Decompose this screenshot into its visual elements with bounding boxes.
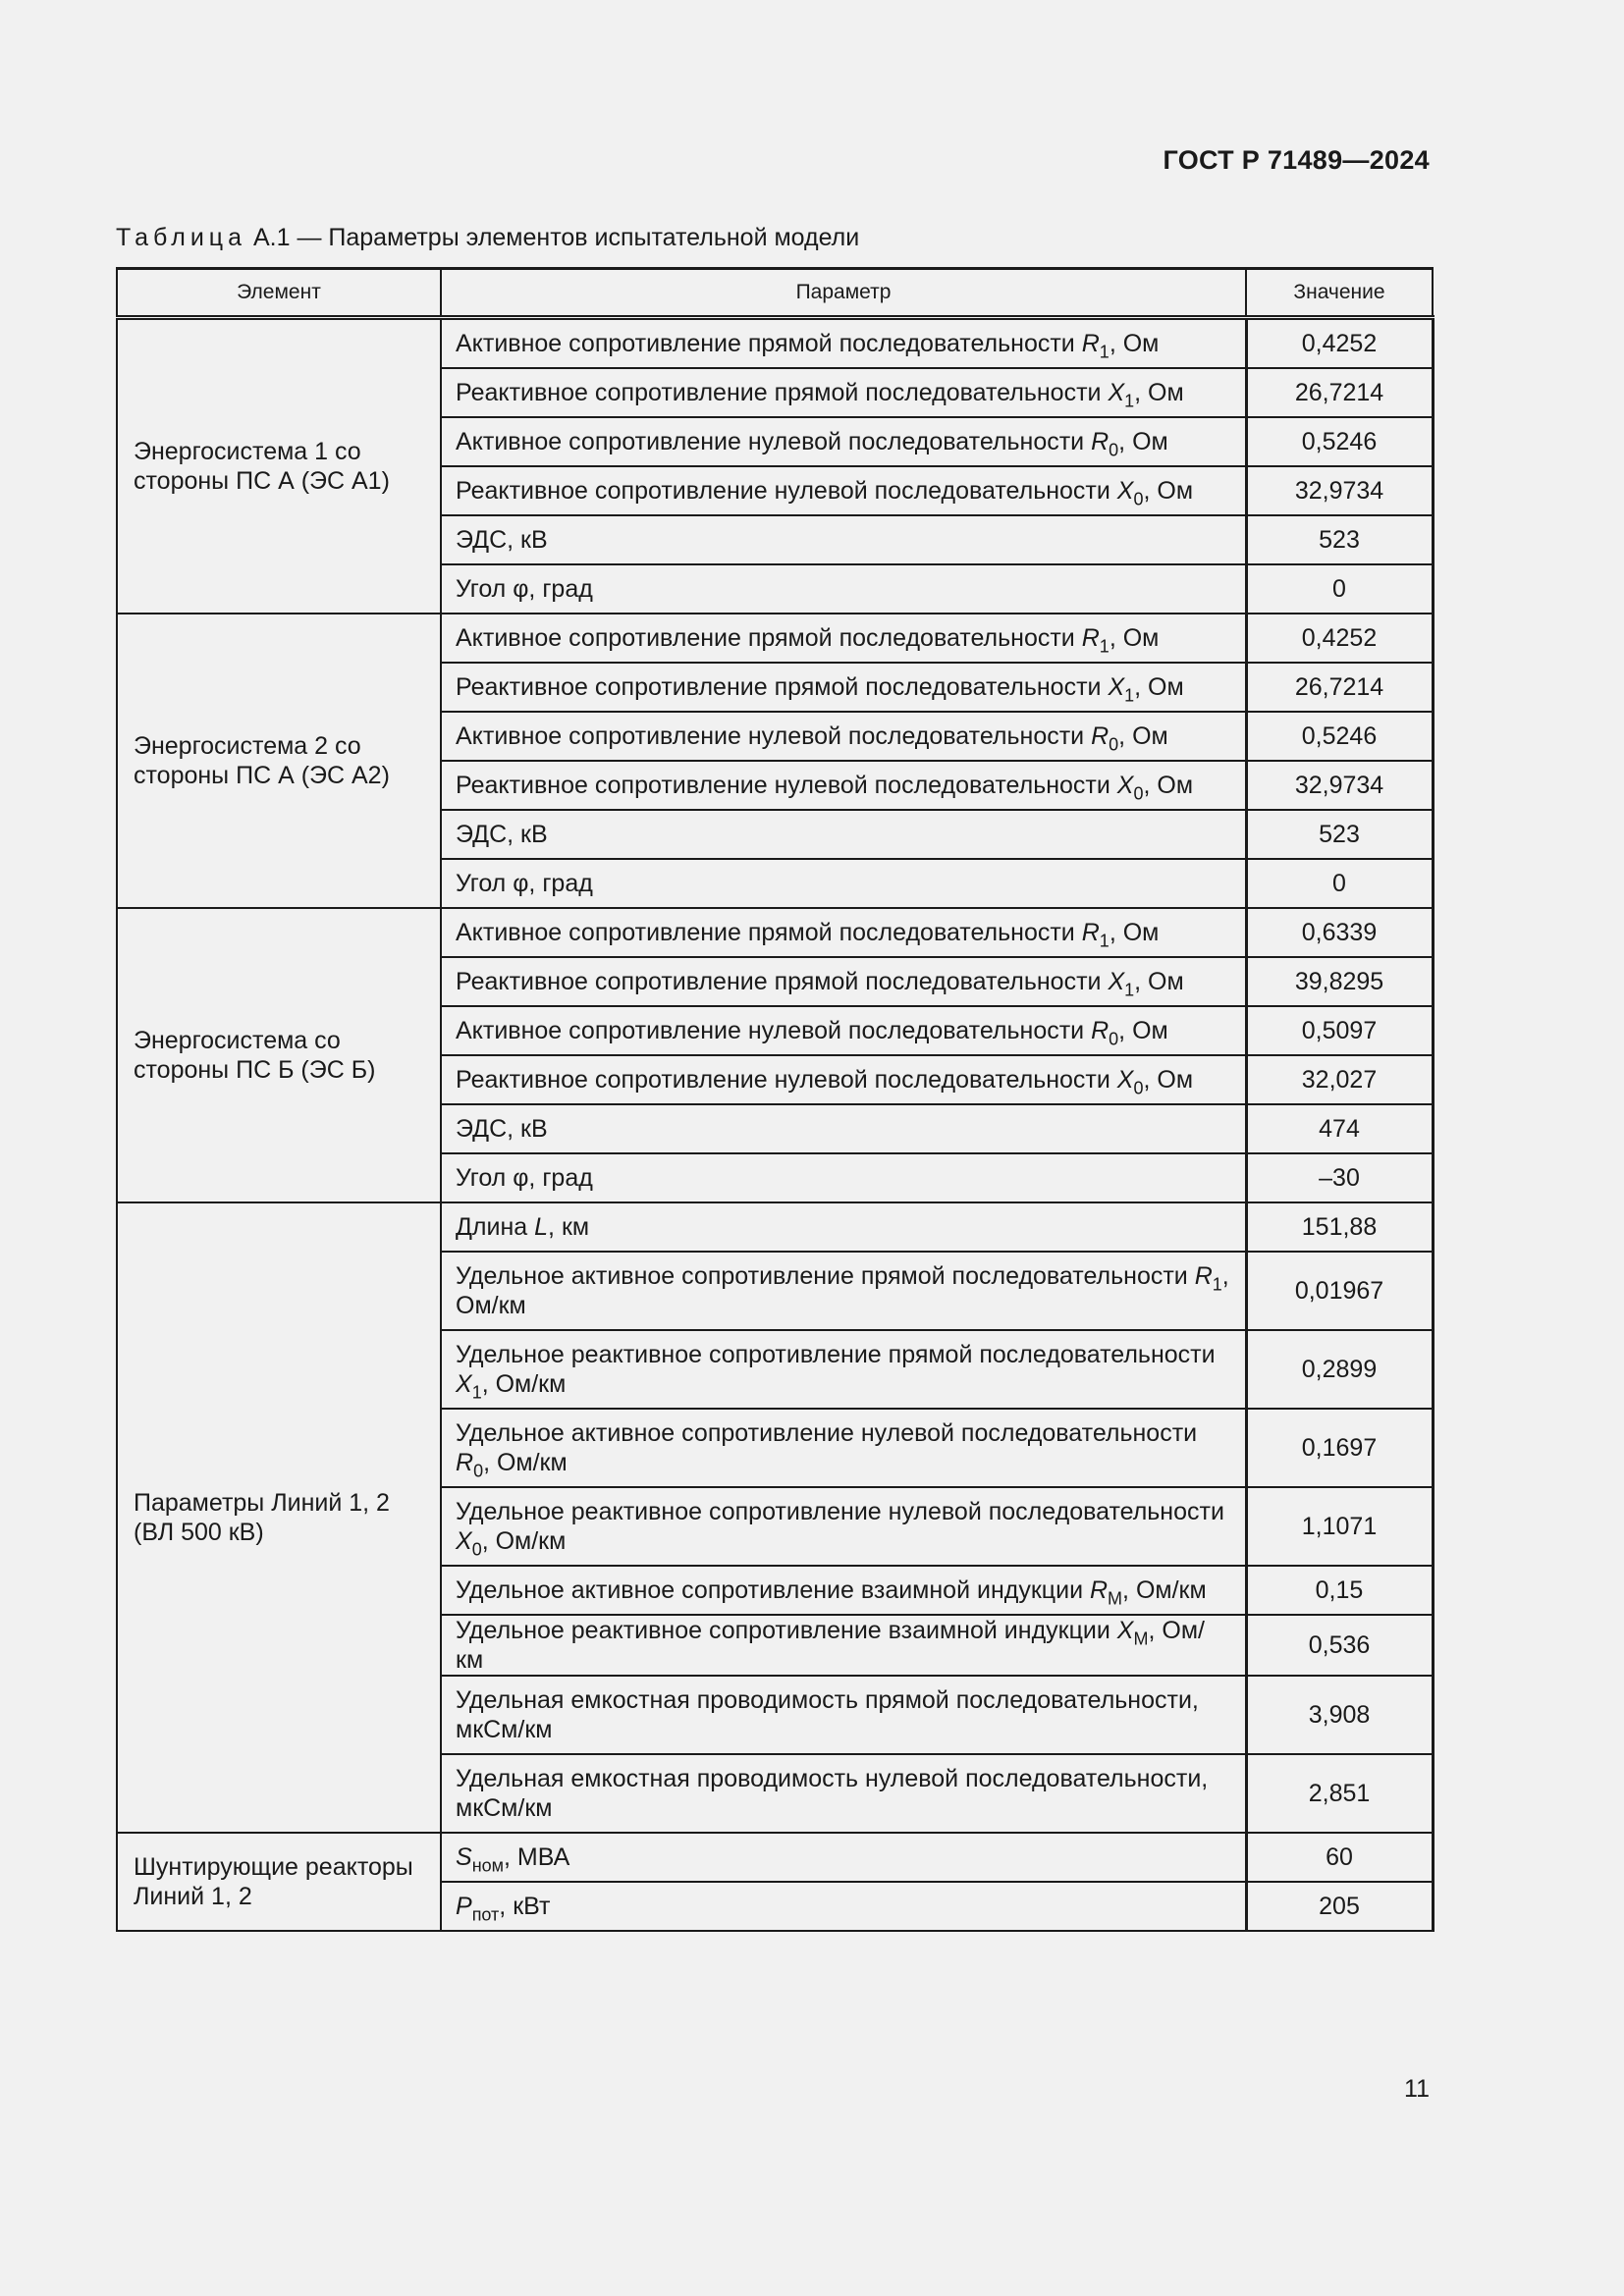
parameter-cell: [441, 1006, 1246, 1055]
value-cell: 0,1697: [1246, 1409, 1433, 1487]
parameter-unit: , Ом: [1109, 330, 1160, 357]
parameter-symbol: R: [1081, 624, 1100, 652]
value-cell: 0,536: [1246, 1615, 1433, 1676]
value-cell: 39,8295: [1246, 957, 1433, 1006]
parameter-text: Реактивное сопротивление прямой последовательности: [456, 379, 1109, 406]
value-cell: 26,7214: [1246, 368, 1433, 417]
parameter-unit: , Ом: [1109, 624, 1160, 652]
element-cell: Энергосистема со стороны ПС Б (ЭС Б): [117, 908, 441, 1202]
parameter-symbol: P: [456, 1893, 472, 1920]
table-row: [117, 1202, 1433, 1252]
element-cell: Шунтирующие реакторы Линий 1, 2: [117, 1833, 441, 1931]
parameter-symbol: L: [534, 1213, 549, 1241]
parameter-text: Активное сопротивление прямой последовательности: [456, 330, 1082, 357]
parameter-subscript: 1: [1124, 980, 1135, 1000]
parameter-subscript: 0: [1133, 489, 1144, 509]
parameter-subscript: пот: [471, 1904, 500, 1925]
parameter-symbol: R: [1091, 1017, 1110, 1044]
parameter-symbol: X: [1108, 968, 1125, 995]
parameter-unit: , Ом: [1134, 379, 1184, 406]
table-header-row: [117, 269, 1433, 318]
parameter-text: Удельное активное сопротивление нулевой последовательности: [456, 1419, 1198, 1447]
value-cell: 0,4252: [1246, 614, 1433, 663]
table-row: [117, 908, 1433, 957]
parameter-text: Длина: [456, 1213, 535, 1241]
parameter-subscript: 1: [1124, 391, 1135, 411]
element-cell: Энергосистема 1 со стороны ПС А (ЭС А1): [117, 318, 441, 614]
parameter-text: Активное сопротивление нулевой последовательности: [456, 722, 1092, 750]
parameter-cell: [441, 1676, 1246, 1754]
value-cell: 0,5246: [1246, 712, 1433, 761]
parameter-cell: [441, 663, 1246, 712]
parameter-symbol: R: [1089, 1576, 1109, 1604]
parameter-cell: [441, 1615, 1246, 1676]
parameter-unit: , Ом/км: [481, 1527, 567, 1555]
parameter-subscript: М: [1108, 1588, 1123, 1609]
parameter-text: Реактивное сопротивление нулевой последовательности: [456, 772, 1117, 799]
parameter-unit: , км: [548, 1213, 590, 1241]
parameter-symbol: R: [1081, 919, 1100, 946]
parameter-symbol: S: [456, 1843, 472, 1871]
value-cell: 205: [1246, 1882, 1433, 1931]
parameter-cell: [441, 1330, 1246, 1409]
parameter-text: Удельное активное сопротивление взаимной индукции: [456, 1576, 1090, 1604]
value-cell: 0,15: [1246, 1566, 1433, 1615]
parameter-subscript: 1: [1099, 636, 1110, 657]
value-cell: 32,9734: [1246, 466, 1433, 515]
element-cell: Энергосистема 2 со стороны ПС А (ЭС А2): [117, 614, 441, 908]
table-row: [117, 614, 1433, 663]
parameter-unit: , Ом: [1143, 477, 1194, 505]
parameter-unit: , Ом/км: [481, 1370, 567, 1398]
parameter-text: Угол φ, град: [456, 1164, 593, 1192]
parameter-text: Удельное активное сопротивление прямой последовательности: [456, 1262, 1195, 1290]
parameter-cell: [441, 368, 1246, 417]
parameter-unit: , Ом: [1118, 1017, 1168, 1044]
parameter-symbol: X: [456, 1527, 472, 1555]
parameter-unit: , кВт: [499, 1893, 551, 1920]
parameter-cell: [441, 1153, 1246, 1202]
value-cell: 0,2899: [1246, 1330, 1433, 1409]
parameter-subscript: 1: [471, 1382, 482, 1403]
value-cell: 0,01967: [1246, 1252, 1433, 1330]
parameter-unit: , Ом: [1143, 772, 1194, 799]
value-cell: 1,1071: [1246, 1487, 1433, 1566]
parameter-subscript: 0: [1109, 440, 1119, 460]
parameter-unit: , Ом/км: [456, 1617, 1205, 1674]
parameter-cell: [441, 318, 1246, 369]
parameter-symbol: X: [1116, 772, 1134, 799]
parameter-symbol: X: [1108, 379, 1125, 406]
parameter-subscript: 0: [471, 1539, 482, 1560]
value-cell: 2,851: [1246, 1754, 1433, 1833]
parameter-cell: [441, 1409, 1246, 1487]
parameter-text: ЭДС, кВ: [456, 1115, 548, 1143]
parameter-cell: [441, 614, 1246, 663]
value-cell: 523: [1246, 515, 1433, 564]
parameters-table: [116, 267, 1435, 1932]
parameter-symbol: R: [1091, 722, 1110, 750]
parameter-unit: , Ом: [1109, 919, 1160, 946]
parameter-text: Удельное реактивное сопротивление прямой последовательности: [456, 1341, 1216, 1368]
value-cell: 0: [1246, 859, 1433, 908]
parameter-cell: [441, 810, 1246, 859]
value-cell: 60: [1246, 1833, 1433, 1882]
value-cell: 0,6339: [1246, 908, 1433, 957]
parameter-symbol: R: [1091, 428, 1110, 455]
table-row: [117, 318, 1433, 369]
parameter-symbol: X: [1116, 1617, 1134, 1644]
parameter-text: ЭДС, кВ: [456, 821, 548, 848]
parameter-unit: , Ом/км: [483, 1449, 568, 1476]
parameter-cell: [441, 1566, 1246, 1615]
parameter-text: Реактивное сопротивление прямой последовательности: [456, 968, 1109, 995]
parameter-subscript: 1: [1212, 1274, 1222, 1295]
parameter-cell: [441, 859, 1246, 908]
parameter-subscript: 1: [1099, 342, 1110, 362]
parameter-subscript: 0: [1133, 1078, 1144, 1098]
parameter-text: Активное сопротивление прямой последовательности: [456, 919, 1082, 946]
column-header-element: Элемент: [117, 269, 441, 318]
parameter-text: Реактивное сопротивление нулевой последовательности: [456, 1066, 1117, 1094]
parameter-cell: [441, 712, 1246, 761]
parameter-unit: , Ом: [1134, 968, 1184, 995]
caption-lead: Таблица: [116, 224, 247, 251]
value-cell: 26,7214: [1246, 663, 1433, 712]
parameter-unit: , Ом/км: [456, 1262, 1229, 1319]
parameter-unit: , Ом: [1134, 673, 1184, 701]
parameter-text: Угол φ, град: [456, 575, 593, 603]
parameter-symbol: X: [1116, 1066, 1134, 1094]
parameter-subscript: 0: [1109, 734, 1119, 755]
value-cell: 523: [1246, 810, 1433, 859]
value-cell: 151,88: [1246, 1202, 1433, 1252]
parameter-cell: [441, 1202, 1246, 1252]
parameter-symbol: X: [456, 1370, 472, 1398]
table-row: [117, 1833, 1433, 1882]
parameter-cell: [441, 908, 1246, 957]
value-cell: 32,027: [1246, 1055, 1433, 1104]
parameter-subscript: ном: [471, 1855, 505, 1876]
parameter-subscript: 0: [1133, 783, 1144, 804]
standard-code: ГОСТ Р 71489—2024: [1163, 145, 1430, 175]
parameter-cell: [441, 564, 1246, 614]
parameter-text: Удельная емкостная проводимость прямой последовательности, мкСм/км: [456, 1686, 1199, 1743]
parameter-subscript: 0: [473, 1461, 484, 1481]
value-cell: 32,9734: [1246, 761, 1433, 810]
parameter-cell: [441, 1055, 1246, 1104]
parameter-cell: [441, 515, 1246, 564]
parameter-symbol: R: [1081, 330, 1100, 357]
parameter-cell: [441, 417, 1246, 466]
parameter-cell: [441, 761, 1246, 810]
parameter-text: Активное сопротивление прямой последовательности: [456, 624, 1082, 652]
parameter-text: Реактивное сопротивление прямой последовательности: [456, 673, 1109, 701]
parameter-unit: , Ом/км: [1122, 1576, 1207, 1604]
parameter-cell: [441, 1252, 1246, 1330]
value-cell: 0,5246: [1246, 417, 1433, 466]
element-cell: Параметры Линий 1, 2 (ВЛ 500 кВ): [117, 1202, 441, 1833]
parameter-unit: , Ом: [1118, 722, 1168, 750]
parameter-cell: [441, 466, 1246, 515]
table-body: [117, 318, 1433, 1932]
value-cell: 474: [1246, 1104, 1433, 1153]
page-number: 11: [1404, 2075, 1430, 2103]
parameter-subscript: М: [1133, 1629, 1149, 1649]
parameter-subscript: 1: [1124, 685, 1135, 706]
column-header-parameter: Параметр: [441, 269, 1246, 318]
parameter-text: Удельная емкостная проводимость нулевой последовательности, мкСм/км: [456, 1765, 1209, 1822]
value-cell: –30: [1246, 1153, 1433, 1202]
parameter-symbol: R: [1194, 1262, 1213, 1290]
parameter-text: Угол φ, град: [456, 870, 593, 897]
parameter-text: ЭДС, кВ: [456, 526, 548, 554]
parameter-symbol: R: [456, 1449, 474, 1476]
parameter-cell: [441, 1487, 1246, 1566]
parameter-text: Активное сопротивление нулевой последовательности: [456, 1017, 1092, 1044]
value-cell: 0,4252: [1246, 318, 1433, 369]
parameter-subscript: 1: [1099, 931, 1110, 951]
value-cell: 3,908: [1246, 1676, 1433, 1754]
parameter-symbol: X: [1116, 477, 1134, 505]
parameter-unit: , МВА: [504, 1843, 570, 1871]
parameter-cell: [441, 957, 1246, 1006]
parameter-symbol: X: [1108, 673, 1125, 701]
parameter-cell: [441, 1104, 1246, 1153]
parameter-subscript: 0: [1109, 1029, 1119, 1049]
parameter-unit: , Ом: [1143, 1066, 1194, 1094]
parameter-text: Удельное реактивное сопротивление взаимной индукции: [456, 1617, 1117, 1644]
parameter-unit: , Ом: [1118, 428, 1168, 455]
parameter-text: Удельное реактивное сопротивление нулевой последовательности: [456, 1498, 1224, 1525]
parameter-cell: [441, 1882, 1246, 1931]
parameter-cell: [441, 1833, 1246, 1882]
value-cell: 0,5097: [1246, 1006, 1433, 1055]
table-caption: [116, 224, 859, 252]
parameter-cell: [441, 1754, 1246, 1833]
column-header-value: Значение: [1246, 269, 1433, 318]
caption-text: А.1 — Параметры элементов испытательной модели: [252, 224, 860, 251]
value-cell: 0: [1246, 564, 1433, 614]
parameter-text: Реактивное сопротивление нулевой последовательности: [456, 477, 1117, 505]
parameter-text: Активное сопротивление нулевой последовательности: [456, 428, 1092, 455]
